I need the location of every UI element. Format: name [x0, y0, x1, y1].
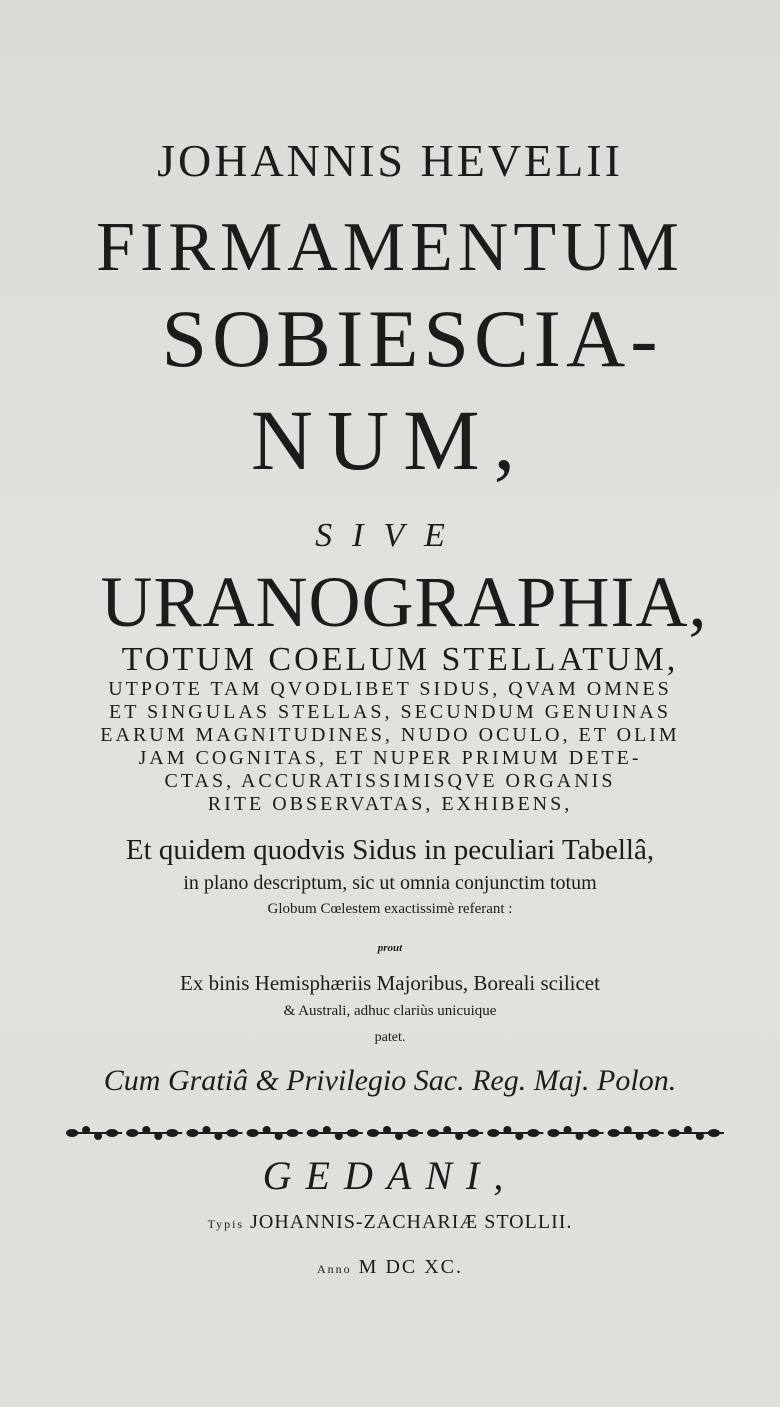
- ornamental-divider: [64, 1122, 726, 1144]
- typis-prefix: Typis: [207, 1217, 245, 1231]
- ex-binis-line: patet.: [374, 1030, 406, 1045]
- ex-binis-line: Ex binis Hemisphæriis Majoribus, Boreali scilicet: [180, 971, 600, 995]
- printer-name: JOHANNIS-ZACHARIÆ STOLLII.: [250, 1211, 573, 1233]
- description-line: RITE OBSERVATAS, EXHIBENS,: [207, 793, 573, 815]
- prout-line: prout: [377, 942, 403, 954]
- ex-binis-line: & Australi, adhuc clariùs unicuique: [283, 1003, 497, 1019]
- year-line: [0, 1257, 780, 1277]
- description-line: JAM COGNITAS, ET NUPER PRIMUM DETE-: [138, 747, 642, 769]
- description-line: UTPOTE TAM QVODLIBET SIDUS, QVAM OMNES: [108, 678, 672, 700]
- description-line: ET SINGULAS STELLAS, SECUNDUM GENUINAS: [109, 701, 671, 723]
- title-line-1: FIRMAMENTUM: [96, 209, 684, 286]
- title-line-3: NUM,: [250, 392, 530, 488]
- anno-prefix: Anno: [316, 1262, 352, 1276]
- et-quidem-line: Et quidem quodvis Sidus in peculiari Tabellâ,: [125, 834, 655, 866]
- totum-line: TOTUM COELUM STELLATUM,: [121, 641, 679, 678]
- place-line: GEDANI,: [262, 1153, 518, 1198]
- et-quidem-line: Globum Cœlestem exactissimè referant :: [267, 901, 513, 917]
- sive-line: SIVE: [315, 517, 465, 554]
- description-line: EARUM MAGNITUDINES, NUDO OCULO, ET OLIM: [100, 724, 680, 746]
- subtitle-line: URANOGRAPHIA,: [100, 562, 708, 642]
- description-line: CTAS, ACCURATISSIMISQVE ORGANIS: [164, 770, 616, 792]
- privilege-line: Cum Gratiâ & Privilegio Sac. Reg. Maj. Polon.: [103, 1064, 677, 1097]
- printer-line: [0, 1212, 780, 1232]
- author-line: JOHANNIS HEVELII: [157, 135, 623, 186]
- year-value: M DC XC.: [358, 1256, 464, 1278]
- title-line-2: SOBIESCIA-: [161, 293, 663, 384]
- et-quidem-line: in plano descriptum, sic ut omnia conjunctim totum: [183, 872, 597, 894]
